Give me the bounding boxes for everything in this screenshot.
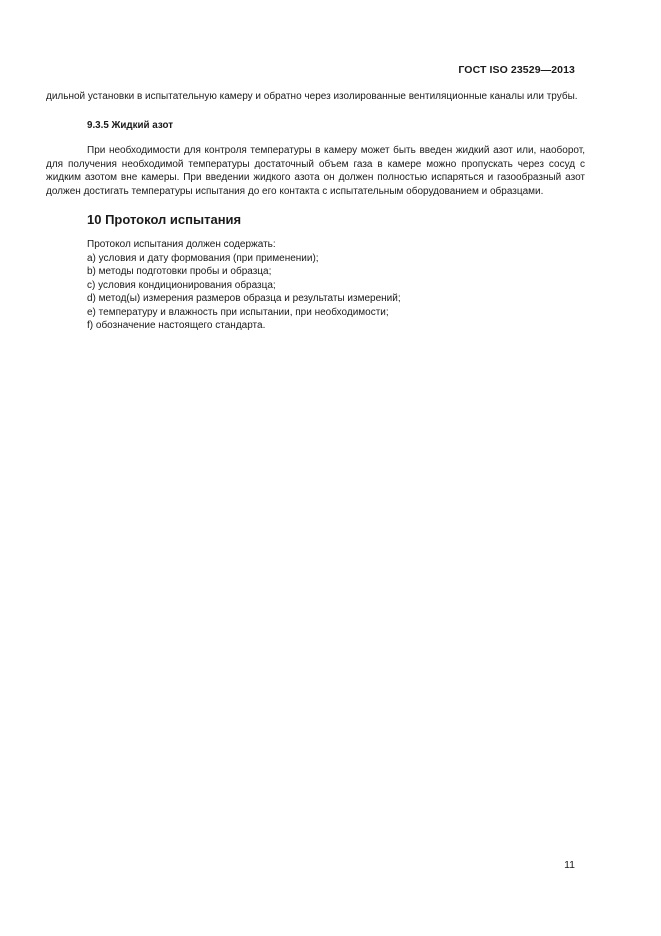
list-item: b) методы подготовки пробы и образца; <box>87 266 272 277</box>
list-item: a) условия и дату формования (при применении); <box>87 252 319 264</box>
report-contents-list <box>87 238 585 333</box>
subsection-title: 9.3.5 Жидкий азот <box>87 119 174 131</box>
subsection-paragraph: При необходимости для контроля температуры в камеру может быть введен жидкий азот или, наоборот, для получения необходимой температуры достаточный объем газа в камере можно пропускать через сосуд с жидким азотом вне камеры. При введении жидкого азота он должен полностью испаряться и газообразный азот должен достигать температуры испытания до его контакта с испытательным оборудованием и образцами. <box>46 145 585 197</box>
list-item: f) обозначение настоящего стандарта. <box>87 320 266 331</box>
continuation-paragraph: дильной установки в испытательную камеру и обратно через изолированные вентиляционные каналы или трубы. <box>46 91 578 102</box>
list-item: e) температуру и влажность при испытании, при необходимости; <box>87 306 389 318</box>
page-number: 11 <box>564 859 575 871</box>
section-title: 10 Протокол испытания <box>87 212 242 227</box>
list-item: d) метод(ы) измерения размеров образца и результаты измерений; <box>87 293 401 304</box>
list-item: c) условия кондиционирования образца; <box>87 279 276 291</box>
document-code-header: ГОСТ ISO 23529—2013 <box>458 64 575 76</box>
page-content <box>46 90 585 333</box>
list-intro: Протокол испытания должен содержать: <box>87 239 276 250</box>
